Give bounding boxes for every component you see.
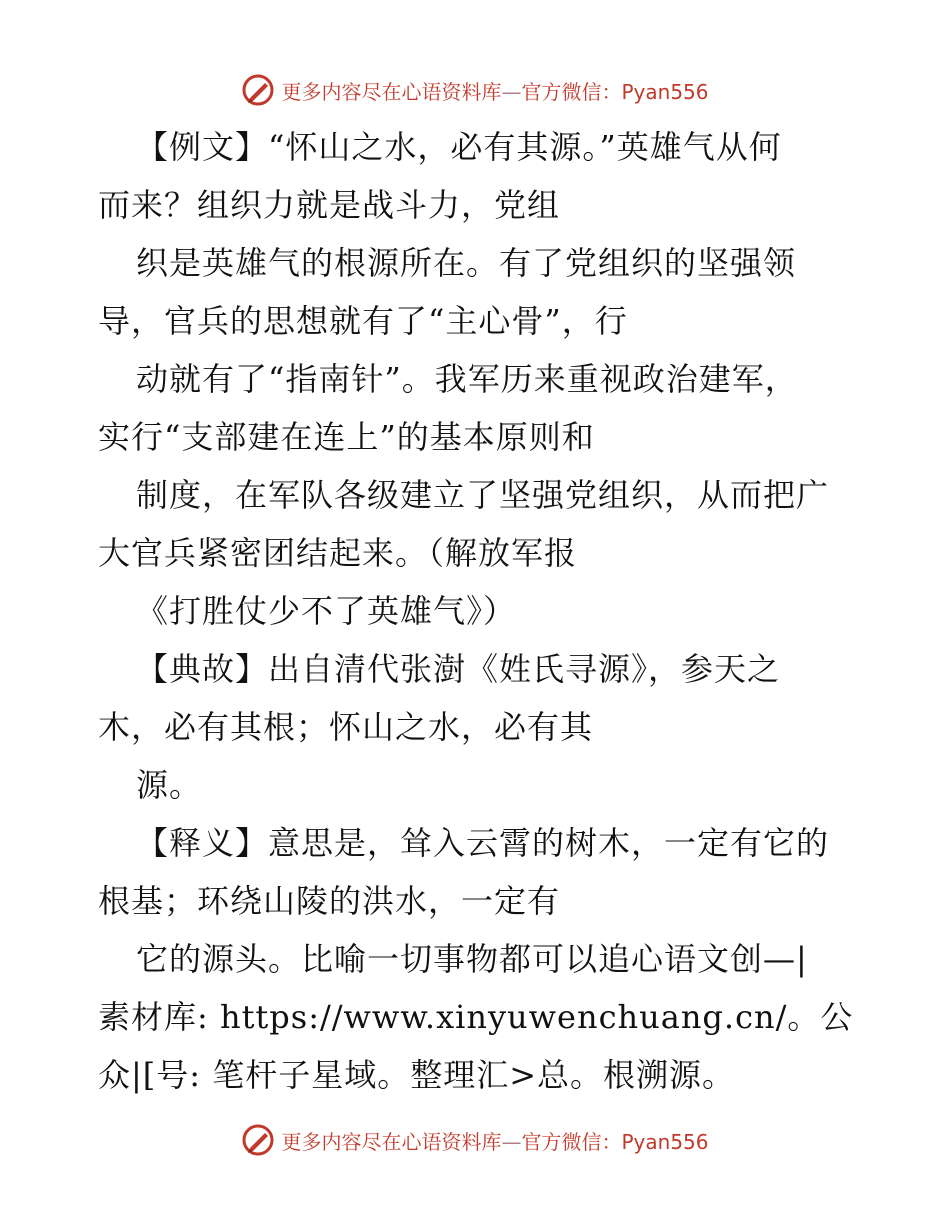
text-line: 大官兵紧密团结起来。（解放军报 xyxy=(98,534,578,572)
text-line: 源。 xyxy=(136,766,203,804)
text-line: 导，官兵的思想就有了“主心骨”，行 xyxy=(98,302,628,340)
text-line: 《打胜仗少不了英雄气》） xyxy=(136,592,517,630)
header-watermark xyxy=(0,70,950,110)
watermark-text: 更多内容尽在心语资料库—官方微信：Pyan556 xyxy=(281,1129,709,1154)
watermark-text: 更多内容尽在心语资料库—官方微信：Pyan556 xyxy=(281,79,709,104)
text-line: 【例文】“怀山之水，必有其源。”英雄气从何 xyxy=(136,128,782,166)
text-line: 实行“支部建在连上”的基本原则和 xyxy=(98,418,595,456)
text-line: 动就有了“指南针”。我军历来重视政治建军， xyxy=(136,360,798,398)
text-line: 素材库: https://www.xinyuwenchuang.cn/。公 xyxy=(98,998,854,1036)
text-line: 它的源头。比喻一切事物都可以追心语文创—| xyxy=(136,940,808,978)
document-body xyxy=(98,118,858,1104)
text-line: 而来？组织力就是战斗力，党组 xyxy=(98,186,561,224)
text-line: 制度，在军队各级建立了坚强党组织，从而把广 xyxy=(136,476,830,514)
footer-watermark xyxy=(0,1120,950,1160)
text-line: 【典故】出自清代张澍《姓氏寻源》，参天之 xyxy=(136,650,781,688)
text-line: 众|[号: 笔杆子星域。整理汇>总。根溯源。 xyxy=(98,1056,736,1094)
text-line: 织是英雄气的根源所在。有了党组织的坚强领 xyxy=(136,244,797,282)
text-line: 根基；环绕山陵的洪水，一定有 xyxy=(98,882,561,920)
pen-logo-icon xyxy=(241,73,275,107)
text-line: 木，必有其根；怀山之水，必有其 xyxy=(98,708,594,746)
pen-logo-icon xyxy=(241,1123,275,1157)
text-line: 【释义】意思是，耸入云霄的树木，一定有它的 xyxy=(136,824,830,862)
